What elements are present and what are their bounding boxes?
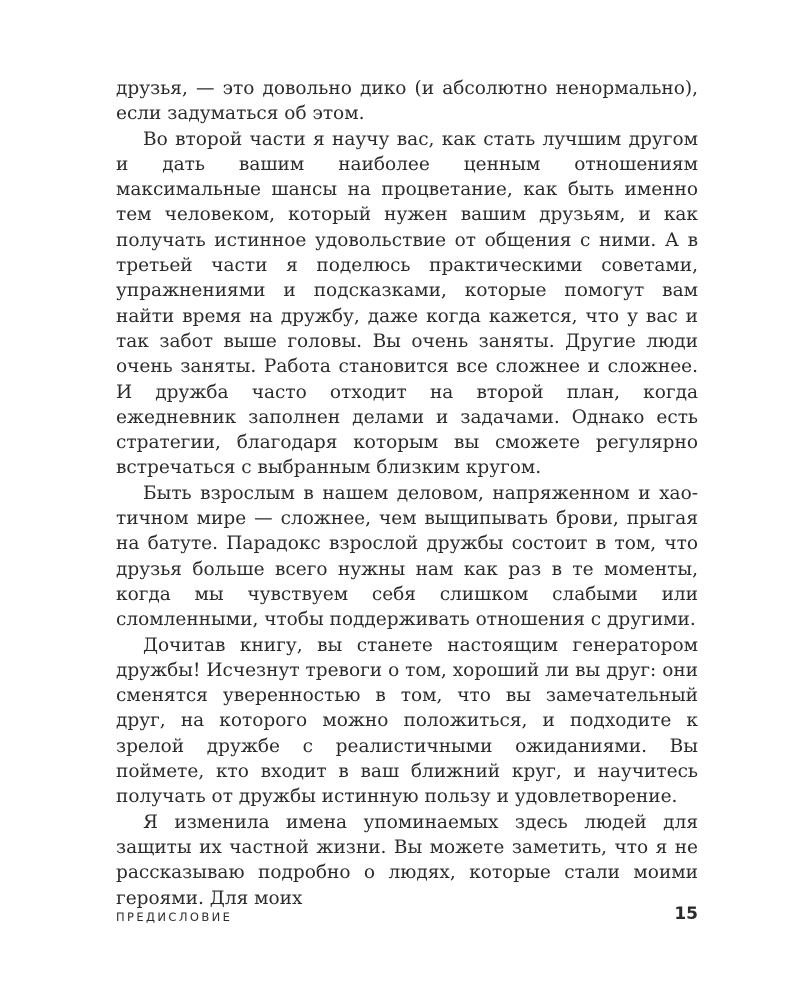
paragraph-continuation: друзья, — это довольно дико (и абсолютно ненормально), если задуматься об этом. <box>116 78 698 125</box>
page-number: 15 <box>674 904 698 924</box>
paragraph: Во второй части я научу вас, как стать лучшим другом и дать вашим наиболее ценным отношениям максимальные шансы на процветание, как быть именно тем человеком, который нужен вашим друзьям, и как получать истинное удовольствие от общения с ними. А в третьей части я поделюсь практическими советами, упражнениями и подсказками, которые помогут вам найти время на дружбу, даже когда кажется, что у вас и так забот выше головы. Вы очень заняты. Другие люди очень заняты. Работа становится все сложнее и сложнее. И дружба часто отходит на второй план, когда ежедневник заполнен делами и задачами. Однако есть стратегии, благодаря которым вы сможете регулярно встречаться с выбранным близким кругом. <box>116 128 698 479</box>
body-text <box>116 76 698 911</box>
paragraph: Дочитав книгу, вы станете настоящим генератором дружбы! Исчезнут тревоги о том, хороший ли вы друг: они сменятся уверенностью в том, что вы замечательный друг, на которого можно положиться, и подходите к зрелой дружбе с реалистичными ожиданиями. Вы поймете, кто входит в ваш ближний круг, и научитесь получать от дружбы истинную пользу и удовлетворение. <box>116 634 698 808</box>
paragraph: Я изменила имена упоминаемых здесь людей для защиты их частной жизни. Вы можете заметить, что я не рассказываю подробно о людях, которые стали моими героями. Для моих <box>116 811 698 909</box>
paragraph: Быть взрослым в нашем деловом, напряженном и хаотичном мире — сложнее, чем выщипывать брови, прыгая на батуте. Парадокс взрослой дружбы состоит в том, что друзья больше всего нужны нам как раз в те моменты, когда мы чувствуем себя слишком слабыми или сломленными, чтобы поддерживать отношения с другими. <box>116 482 698 631</box>
running-footer-section: ПРЕДИСЛОВИЕ <box>116 910 233 924</box>
